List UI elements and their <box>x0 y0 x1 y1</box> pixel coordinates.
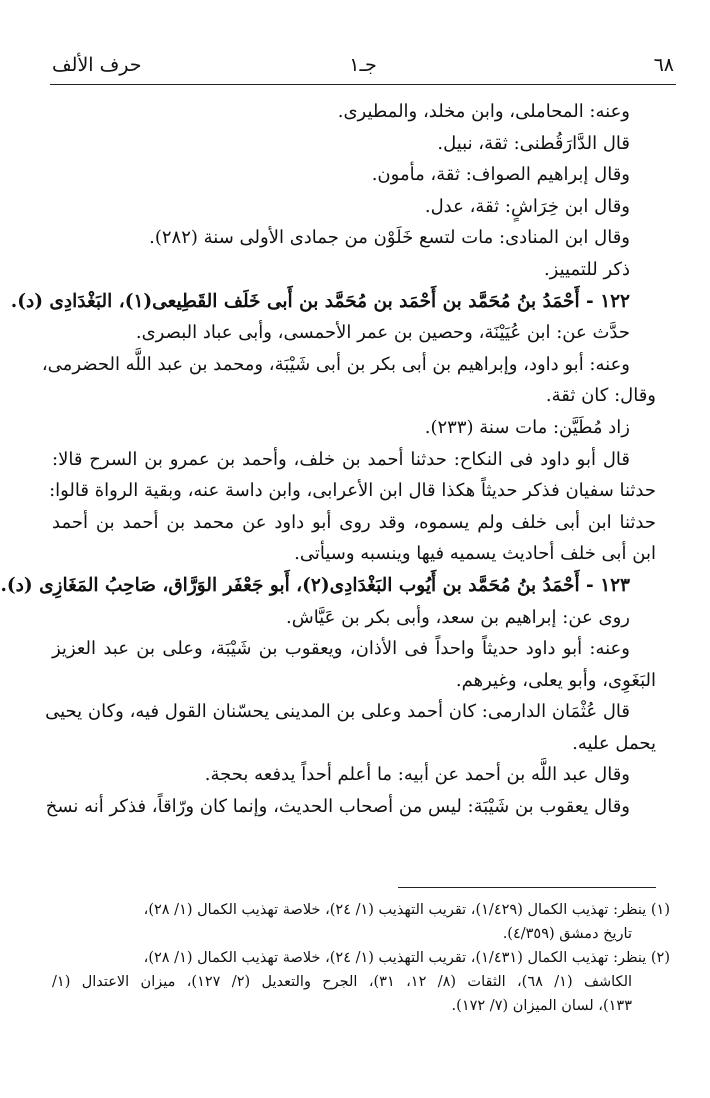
text-line: ابن أبى خلف أحاديث يسميه فيها وينسبه وسيأتى. <box>294 543 656 565</box>
entry-heading-122: ١٢٢ - أَحْمَدُ بنُ مُحَمَّد بن أَحْمَد بن مُحَمَّد بن أَبى خَلَف القَطِيعى(١)، البَغْدَادِى (د). <box>10 290 630 312</box>
footnotes <box>52 898 670 1018</box>
text-line: يحمل عليه. <box>572 732 656 754</box>
text-line: وعنه: أبو داود حديثاً واحداً فى الأذان، ويعقوب بن شَيْبَة، وعلى بن عبد العزيز <box>52 638 630 660</box>
entry-heading-123: ١٢٣ - أَحْمَدُ بنُ مُحَمَّد بن أَيُوب البَغْدَادِى(٢)، أَبو جَعْفَر الوَرَّاق، صَاحِبُ المَغَازِى (د). <box>0 574 630 596</box>
text-line: حدثنا سفيان فذكر حديثاً هكذا قال ابن الأعرابى، وابن داسة عنه، وبقية الرواة قالوا: <box>49 480 656 502</box>
footnote-divider <box>398 887 656 888</box>
text-line: قال الدَّارَقُطنى: ثقة، نبيل. <box>437 132 630 154</box>
footnote-line: ١٣٣)، لسان الميزان (٧/ ١٧٢). <box>451 998 632 1014</box>
text-line: حدثنا ابن أبى خلف ولم يسموه، وقد روى أبو داود عن محمد بن أحمد بن أحمد <box>52 511 656 533</box>
running-header <box>50 52 676 85</box>
text-line: روى عن: إبراهيم بن سعد، وأبى بكر بن عَيَّاش. <box>286 606 630 628</box>
text-line: ذكر للتمييز. <box>543 258 630 280</box>
text-line: وقال إبراهيم الصواف: ثقة، مأمون. <box>371 164 630 186</box>
text-line: قال أبو داود فى النكاح: حدثنا أحمد بن خلف، وأحمد بن عمرو بن السرح قالا: <box>52 448 630 470</box>
footnote-line: الكاشف (١/ ٦٨)، الثقات (٨/ ١٢، ٣١)، الجرح والتعديل (٢/ ١٢٧)، ميزان الاعتدال (١/ <box>52 974 633 990</box>
text-line: وقال عبد اللَّه بن أحمد عن أبيه: ما أعلم أحداً يدفعه بحجة. <box>204 764 630 786</box>
text-line: قال عُثْمَان الدارمى: كان أحمد وعلى بن المدينى يحسّنان القول فيه، وكان يحيى <box>45 701 630 723</box>
chapter-title: حرف الألف <box>52 54 142 76</box>
text-line: وعنه: أبو داود، وإبراهيم بن أبى بكر بن أبى شَيْبَة، ومحمد بن عبد اللَّه الحضرمى، <box>41 353 630 375</box>
text-line: زاد مُطَيَّن: مات سنة (٢٣٣). <box>424 416 630 438</box>
text-line: وقال: كان ثقة. <box>545 385 656 407</box>
text-line: وقال ابن المنادى: مات لتسع خَلَوْن من جمادى الأولى سنة (٢٨٢). <box>149 227 630 249</box>
main-text <box>0 96 656 823</box>
text-line: وقال يعقوب بن شَيْبَة: ليس من أصحاب الحديث، وإنما كان ورّاقاً، فذكر أنه نسخ <box>45 796 630 818</box>
text-line: حدَّث عن: ابن عُيَيْنَة، وحصين بن عمر الأحمسى، وأبى عباد البصرى. <box>135 322 630 344</box>
text-line: وعنه: المحاملى، وابن مخلد، والمطيرى. <box>337 101 630 122</box>
page-number: ٦٨ <box>653 54 674 76</box>
text-line: البَغَوِى، وأبو يعلى، وغيرهم. <box>455 669 656 691</box>
footnote-line: (٢) ينظر: تهذيب الكمال (١/٤٣١)، تقريب التهذيب (١/ ٢٤)، خلاصة تهذيب الكمال (١/ ٢٨)، <box>143 950 670 966</box>
footnote-line: تاريخ دمشق (٤/٣٥٩). <box>502 926 632 942</box>
text-line: وقال ابن خِرَاشٍ: ثقة، عدل. <box>424 195 630 217</box>
volume-label: جـ١ <box>349 54 377 76</box>
footnote-line: (١) ينظر: تهذيب الكمال (١/٤٢٩)، تقريب التهذيب (١/ ٢٤)، خلاصة تهذيب الكمال (١/ ٢٨)، <box>143 902 670 918</box>
